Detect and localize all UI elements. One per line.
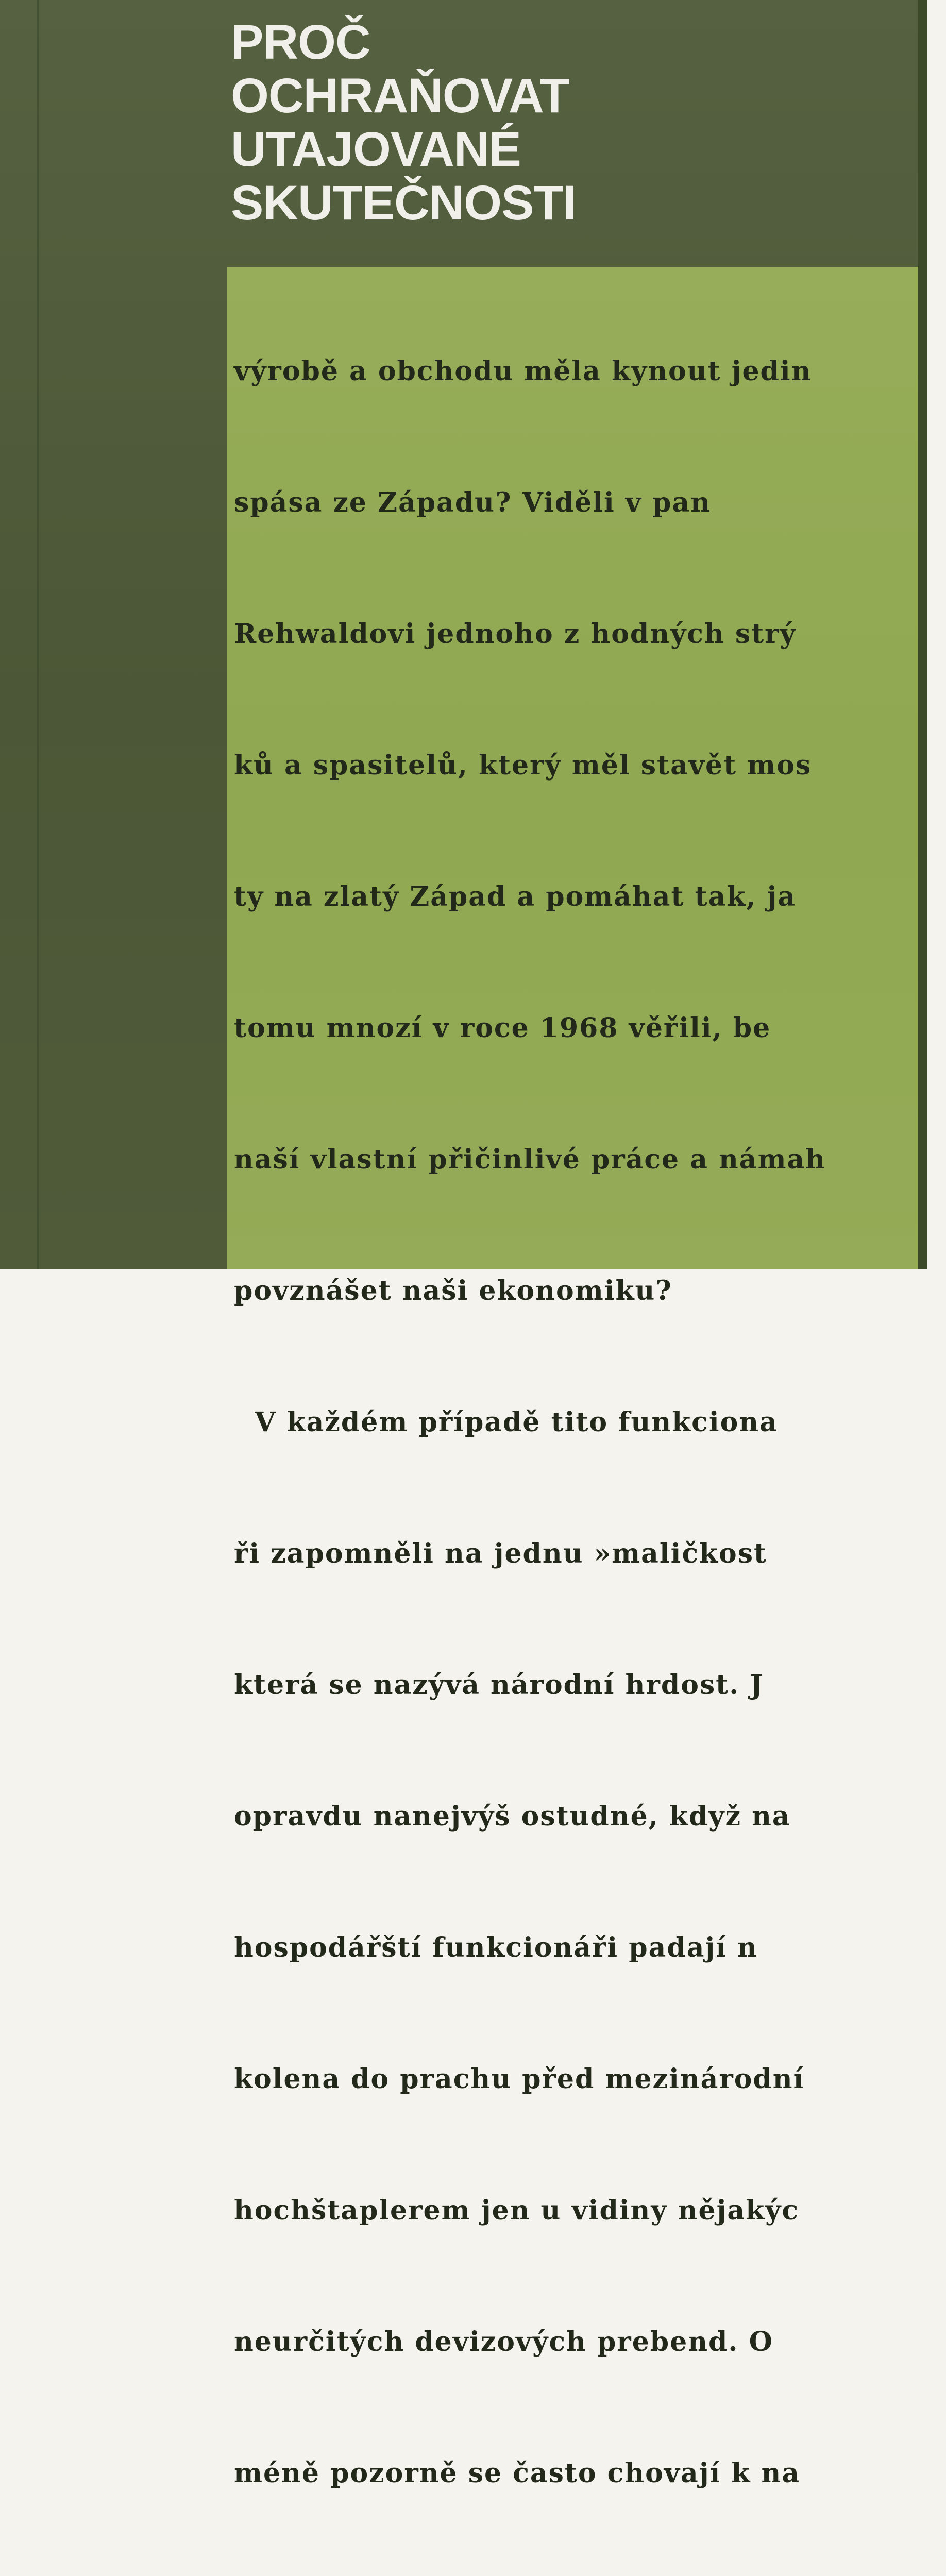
excerpt-line: spása ze Západu? Viděli v pan bbox=[234, 487, 711, 518]
title-line: UTAJOVANÉ bbox=[231, 122, 521, 177]
excerpt-line: opravdu nanejvýš ostudné, když na bbox=[234, 1801, 791, 1832]
excerpt-line: kolena do prachu před mezinárodní bbox=[234, 2063, 805, 2095]
title-line: SKUTEČNOSTI bbox=[231, 176, 576, 230]
spine-crease bbox=[37, 0, 39, 1269]
excerpt-line: hospodářští funkcionáři padají n bbox=[234, 1932, 758, 1963]
book-title bbox=[231, 15, 576, 230]
excerpt-line: V každém případě tito funkciona bbox=[234, 1406, 778, 1438]
text-excerpt-panel bbox=[227, 267, 918, 2489]
excerpt-line: ři zapomněli na jednu »maličkost bbox=[234, 1538, 768, 1569]
title-line: OCHRAŇOVAT bbox=[231, 69, 569, 123]
excerpt-line: která se nazývá národní hrdost. J bbox=[234, 1669, 764, 1701]
excerpt-line: ty na zlatý Západ a pomáhat tak, ja bbox=[234, 881, 797, 912]
excerpt-line: Rehwaldovi jednoho z hodných strý bbox=[234, 618, 797, 650]
excerpt-line: neurčitých devizových prebend. O bbox=[234, 2326, 773, 2358]
excerpt-line: výrobě a obchodu měla kynout jedin bbox=[234, 355, 812, 387]
excerpt-line: hochštaplerem jen u vidiny nějakýc bbox=[234, 2195, 799, 2226]
excerpt-line: ků a spasitelů, který měl stavět mos bbox=[234, 750, 812, 781]
excerpt-line: tomu mnozí v roce 1968 věřili, be bbox=[234, 1012, 771, 1044]
excerpt-line: povznášet naši ekonomiku? bbox=[234, 1275, 672, 1307]
excerpt-line: méně pozorně se často chovají k na bbox=[234, 2458, 801, 2489]
excerpt-line: naší vlastní přičinlivé práce a námah bbox=[234, 1144, 826, 1175]
excerpt-text bbox=[234, 262, 826, 2576]
title-line: PROČ bbox=[231, 15, 370, 70]
book-edge bbox=[918, 0, 927, 1269]
